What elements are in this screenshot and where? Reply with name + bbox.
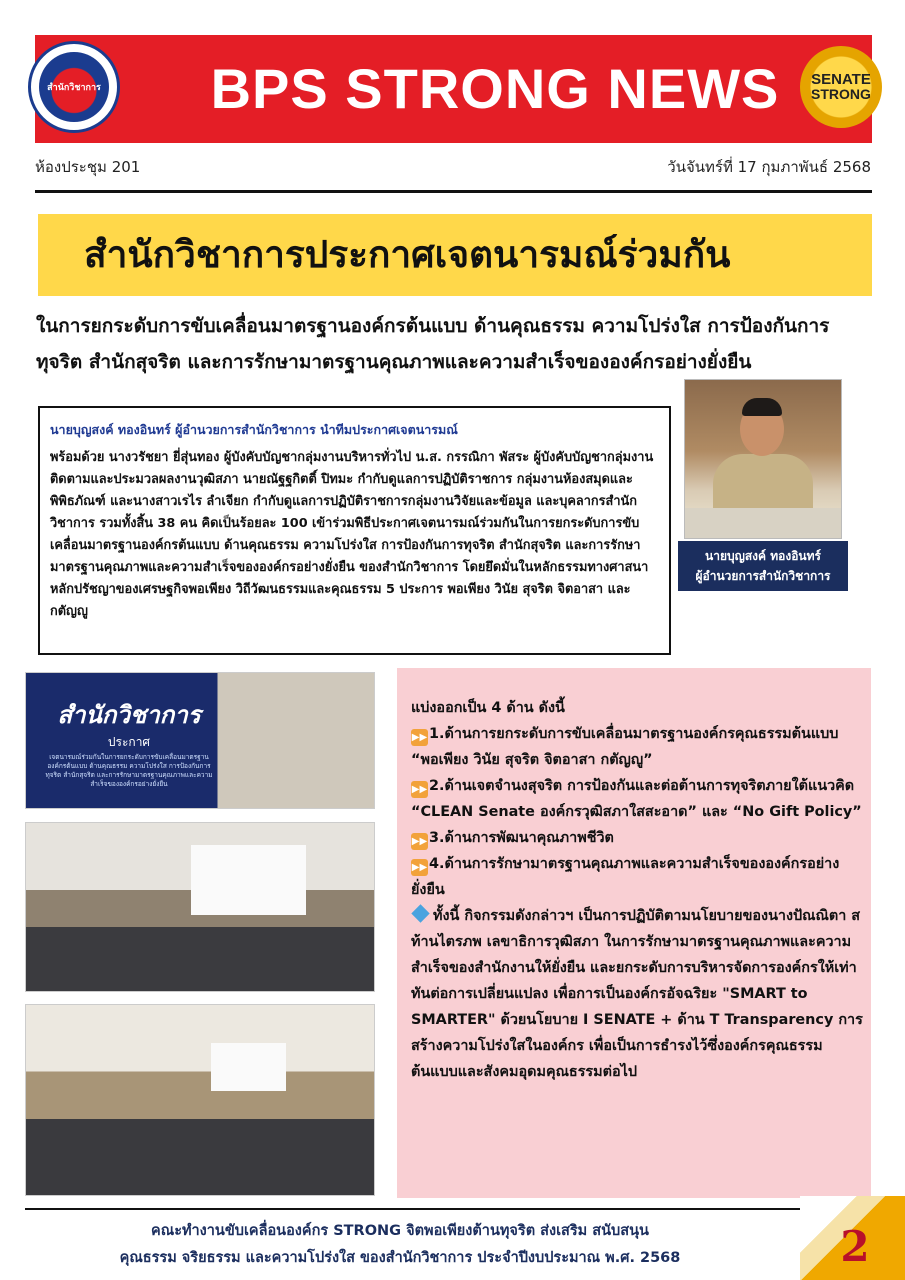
summary-item-3 [411, 825, 869, 851]
diamond-icon [411, 904, 429, 922]
headline: สำนักวิชาการประกาศเจตนารมณ์ร่วมกัน [84, 233, 731, 276]
summary-item-4-text: 4.ด้านการรักษามาตรฐานคุณภาพและความสำเร็จขององค์กรอย่างยั่งยืน [411, 856, 840, 898]
footer-divider [25, 1208, 845, 1210]
summary-item-1-text: 1.ด้านการยกระดับการขับเคลื่อนมาตรฐานองค์กรคุณธรรมต้นแบบ “พอเพียง วินัย สุจริต จิตอาสา กตัญญู” [411, 726, 839, 768]
projector-screen [191, 845, 306, 915]
header-divider [35, 190, 872, 193]
summary-item-3-text: 3.ด้านการพัฒนาคุณภาพชีวิต [429, 830, 614, 846]
photo-banner-text: เจตนารมณ์ร่วมกันในการยกระดับการขับเคลื่อนมาตรฐานองค์กรต้นแบบ ด้านคุณธรรม ความโปร่งใส การป้องกันการทุจริต สำนักสุจริต และการรักษามาตรฐานคุณภาพและความสำเร็จขององค์กรอย่างยั่งยืน [45, 753, 213, 788]
portrait-desk [685, 508, 842, 539]
article-body: พร้อมด้วย นางวรัชยา ยี่สุ่นทอง ผู้บังคับบัญชากลุ่มงานบริหารทั่วไป น.ส. กรรณิกา พัสระ ผู้บังคับบัญชากลุ่มงานติดตามและประมวลผลงานวุฒิสภา นายณัฐฐกิตติ์ ปิทมะ กำกับดูแลการปฏิบัติราชการ กลุ่มงานห้องสมุดและพิพิธภัณฑ์ และนางสาวเรไร ลำเจียก กำกับดูแลการปฏิบัติราชการกลุ่มงานวิจัยและข้อมูล และบุคลากรสำนักวิชาการ รวมทั้งสิ้น 38 คน คิดเป็นร้อยละ 100 เข้าร่วมพิธีประกาศเจตนารมณ์ร่วมกันในการยกระดับการขับเคลื่อนมาตรฐานองค์กรต้นแบบ ด้านคุณธรรม ความโปร่งใส การป้องกันการทุจริต สำนักสุจริต และการรักษามาตรฐานคุณภาพและความสำเร็จขององค์กรอย่างยั่งยืน ของสำนักวิชาการ โดยยึดมั่นในหลักธรรมทางศาสนา หลักปรัชญาของเศรษฐกิจพอเพียง วิถีวัฒนธรรมและคุณธรรม 5 ประการ พอเพียง วินัย สุจริต จิตอาสา และกตัญญู [50, 450, 654, 619]
photo-banner-title: สำนักวิชาการ [57, 700, 201, 729]
footer-line-2: คุณธรรม จริยธรรม และความโปร่งใส ของสำนักวิชาการ ประจำปีงบประมาณ พ.ศ. 2568 [119, 1250, 681, 1266]
summary-item-2-text: 2.ด้านเจตจำนงสุจริต การป้องกันและต่อต้านการทุจริตภายใต้แนวคิด “CLEAN Senate องค์กรวุฒิสภาใสสะอาด” และ “No Gift Policy” [411, 778, 862, 820]
portrait-hair [742, 398, 782, 416]
office-logo [28, 41, 120, 133]
event-photo-attendees [25, 1004, 375, 1196]
summary-item-2 [411, 773, 869, 825]
article-lead: นายบุญสงค์ ทองอินทร์ ผู้อำนวยการสำนักวิชาการ นำทีมประกาศเจตนารมณ์ [50, 422, 458, 437]
photo-banner-subtitle: ประกาศ [107, 735, 151, 749]
meeting-room: ห้องประชุม 201 [35, 158, 141, 176]
senate-strong-logo [800, 46, 882, 128]
event-photo-banner [25, 672, 375, 809]
page-number: 2 [840, 1222, 870, 1271]
footer-line-1: คณะทำงานขับเคลื่อนองค์กร STRONG จิตพอเพียงต้านทุจริต ส่งเสริม สนับสนุน [151, 1223, 649, 1239]
footer-text [40, 1218, 760, 1272]
fast-forward-icon: ▶▶ [411, 729, 428, 746]
newsletter-title: BPS STRONG NEWS [210, 57, 780, 120]
subheadline: ในการยกระดับการขับเคลื่อนมาตรฐานองค์กรต้นแบบ ด้านคุณธรรม ความโปร่งใส การป้องกันการทุจริต สำนักสุจริต และการรักษามาตรฐานคุณภาพและความสำเร็จขององค์กรอย่างยั่งยืน [36, 315, 830, 373]
portrait-caption-name: นายบุญสงค์ ทองอินทร์ [705, 549, 821, 563]
fast-forward-icon: ▶▶ [411, 833, 428, 850]
fast-forward-icon: ▶▶ [411, 859, 428, 876]
portrait-caption [678, 541, 848, 591]
fast-forward-icon: ▶▶ [411, 781, 428, 798]
projector-screen [211, 1043, 286, 1091]
issue-date: วันจันทร์ที่ 17 กุมภาพันธ์ 2568 [667, 158, 871, 176]
senate-strong-logo-line2: STRONG [811, 86, 871, 102]
header-banner [35, 35, 872, 143]
summary-item-1 [411, 721, 869, 773]
summary-item-4 [411, 851, 869, 903]
director-portrait [684, 379, 842, 539]
senate-strong-logo-line1: SENATE [811, 71, 871, 88]
office-logo-emblem: สำนักวิชาการ [39, 52, 109, 122]
summary-closing-text: ทั้งนี้ กิจกรรมดังกล่าวฯ เป็นการปฏิบัติตามนโยบายของนางปัณณิตา สท้านไตรภพ เลขาธิการวุฒิสภา ในการรักษามาตรฐานคุณภาพและความสำเร็จของสำนักงานให้ยั่งยืน และยกระดับการบริหารจัดการองค์กรให้เท่าทันต่อการเปลี่ยนแปลง เพื่อการเป็นองค์กรอัจฉริยะ "SMART to SMARTER" ด้วยนโยบาย I SENATE + ด้าน T Transparency การสร้างความโปร่งใสในองค์กร เพื่อเป็นการธำรงไว้ซึ่งองค์กรคุณธรรมต้นแบบและสังคมอุดมคุณธรรมต่อไป [411, 908, 863, 1080]
activity-summary [411, 695, 869, 1085]
event-photo-meeting-room [25, 822, 375, 992]
summary-intro: แบ่งออกเป็น 4 ด้าน ดังนี้ [411, 700, 565, 716]
portrait-caption-position: ผู้อำนวยการสำนักวิชาการ [695, 569, 831, 583]
summary-closing [411, 903, 869, 1085]
